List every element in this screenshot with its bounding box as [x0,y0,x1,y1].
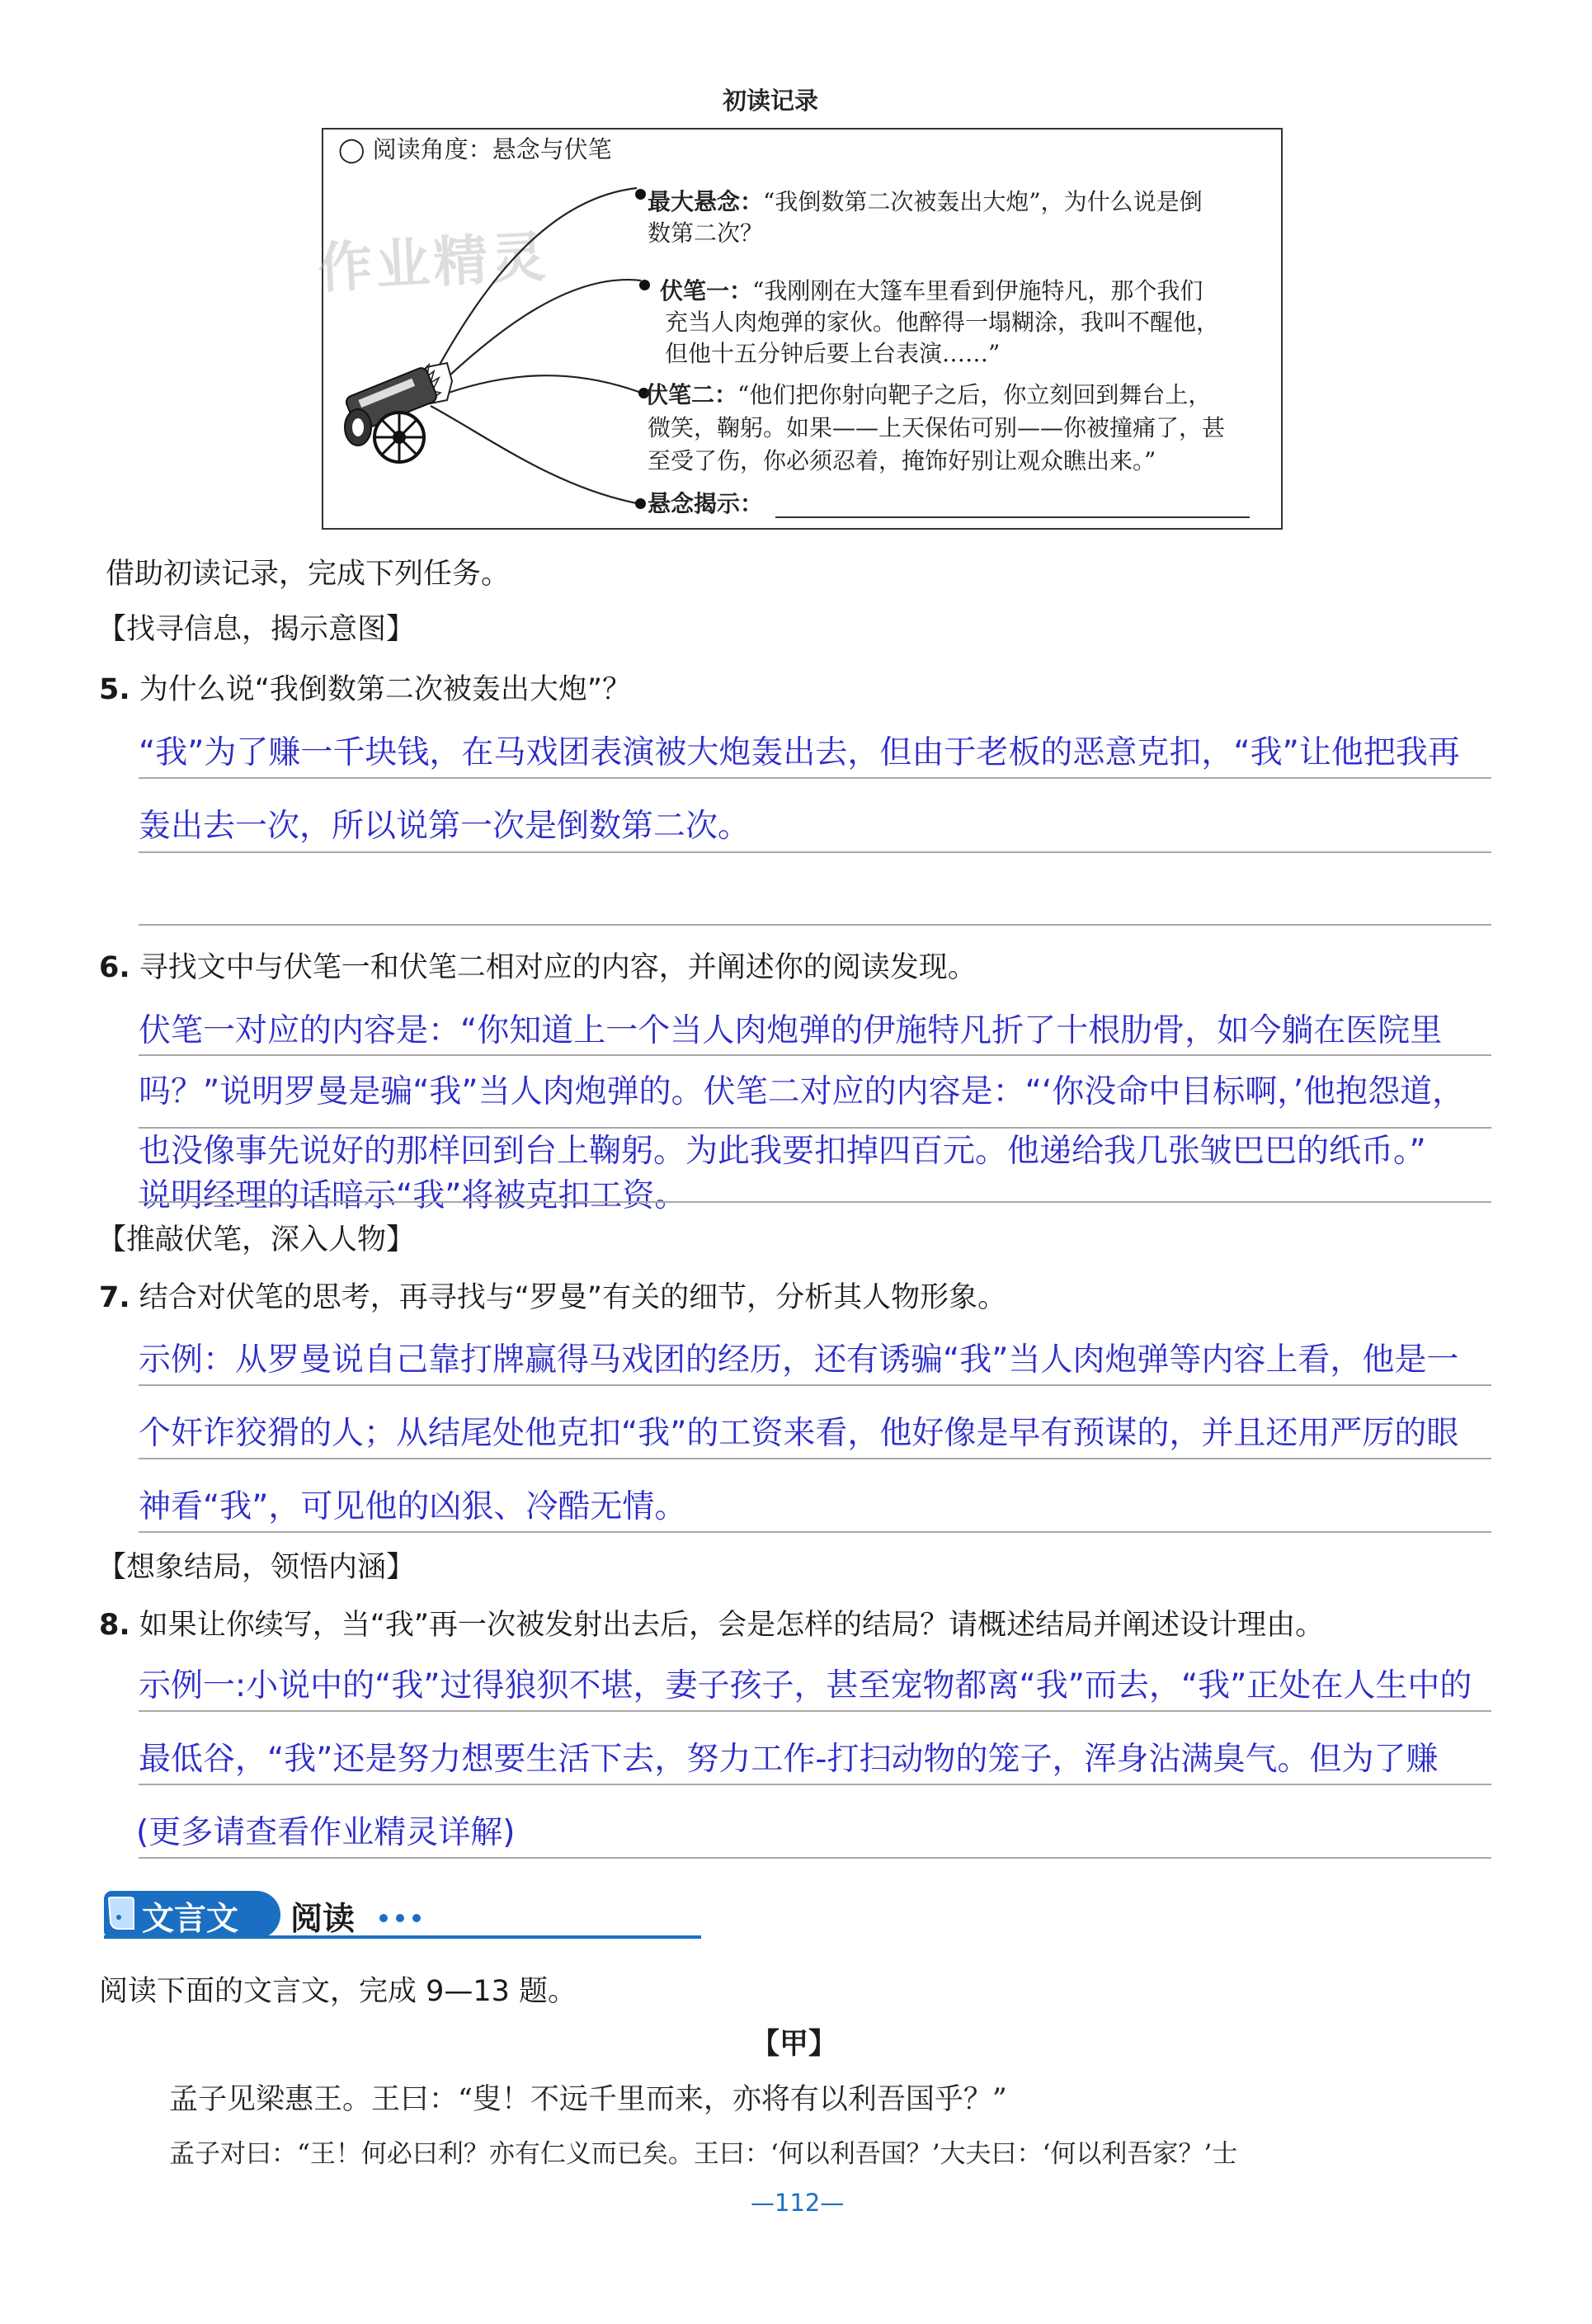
more-details-link[interactable]: (更多请查看作业精灵详解) [136,1814,516,1851]
question-8: 8. 如果让你续写，当“我”再一次被发射出去后，会是怎样的结局？请概述结局并阐述设计理由。 [99,1609,1325,1642]
answer-rule [139,1201,1491,1203]
arc-reveal [431,406,637,503]
answer-rule [139,1531,1491,1533]
answer-8-line-1: 示例一:小说中的“我”过得狼狈不堪，妻子孩子，甚至宠物都离“我”而去，“我”正处在人生中的 [139,1667,1472,1704]
answer-6-line-1: 伏笔一对应的内容是：“你知道上一个当人肉炮弹的伊施特凡折了十根肋骨，如今躺在医院里 [139,1012,1443,1049]
answer-rule [139,1384,1491,1386]
answer-5-line-2: 轰出去一次，所以说第一次是倒数第二次。 [139,808,751,845]
watermark: 作业精灵 [316,224,551,301]
reading-angle: ◯ 阅读角度：悬念与伏笔 [338,135,612,163]
bullet-dot [635,189,646,200]
corner-tab-icon [107,1896,135,1932]
answer-rule [139,1784,1491,1785]
arc-hint2 [435,375,641,398]
hint1-line-3: 但他十五分钟后要上台表演……” [665,340,1001,367]
answer-rule [139,1710,1491,1712]
text-jia-heading: 【甲】 [751,2028,838,2061]
classical-line-1: 孟子见梁惠王。王曰：“叟！不远千里而来，亦将有以利吾国乎？” [169,2083,1007,2116]
intro-text: 借助初读记录，完成下列任务。 [106,558,511,591]
question-6: 6. 寻找文中与伏笔一和伏笔二相对应的内容，并阐述你的阅读发现。 [99,951,977,984]
ellipsis-dots-icon [378,1912,424,1924]
question-5: 5. 为什么说“我倒数第二次被轰出大炮”？ [99,673,632,706]
answer-7-line-3: 神看“我”，可见他的凶狠、冷酷无情。 [139,1488,687,1525]
arc-hint1 [435,280,641,389]
hint2-label: 伏笔二： [645,381,738,408]
cannon-icon [345,363,452,462]
arc-suspense [431,188,637,381]
answer-rule [139,924,1491,926]
classical-title: 阅读 [290,1901,356,1938]
answer-rule [139,1458,1491,1459]
hint2-line-1: 伏笔二：“他们把你射向靶子之后，你立刻回到舞台上， [645,381,1212,408]
classical-instruction: 阅读下面的文言文，完成 9—13 题。 [99,1975,577,2008]
suspense-line-1: 最大悬念：“我倒数第二次被轰出大炮”，为什么说是倒 [648,188,1203,215]
answer-5-line-1: “我”为了赚一千块钱，在马戏团表演被大炮轰出去，但由于老板的恶意克扣，“我”让他把我再 [139,734,1460,771]
classical-line-2: 孟子对曰：“王！何必曰利？亦有仁义而已矣。王曰：‘何以利吾国？’大夫曰：‘何以利吾家？’士 [169,2139,1238,2169]
hint2-line-3: 至受了伤，你必须忍着，掩饰好别让观众瞧出来。” [648,447,1156,474]
answer-rule [139,1857,1491,1859]
bullet-dot [635,498,646,509]
section-find-info: 【找寻信息，揭示意图】 [97,613,416,646]
hint2-line-2: 微笑，鞠躬。如果——上天保佑可别——你被撞痛了，甚 [648,414,1226,441]
bullet-dot [639,280,650,290]
record-heading: 初读记录 [723,87,819,115]
answer-7-line-2: 个奸诈狡猾的人；从结尾处他克扣“我”的工资来看，他好像是早有预谋的，并且还用严厉的眼 [139,1415,1459,1452]
answer-rule [139,851,1491,853]
answer-6-line-3: 也没像事先说好的那样回到台上鞠躬。为此我要扣掉四百元。他递给我几张皱巴巴的纸币。” [139,1133,1426,1170]
section-imagine-ending: 【想象结局，领悟内涵】 [97,1551,416,1584]
suspense-line-2: 数第二次？ [648,219,764,247]
reveal-blank-line [775,516,1250,518]
answer-6-line-2: 吗？”说明罗曼是骗“我”当人肉炮弹的。伏笔二对应的内容是：“‘你没命中目标啊，’他抱怨道， [139,1073,1465,1110]
answer-rule [139,777,1491,779]
cannon-illustration [323,165,670,528]
answer-8-line-2: 最低谷，“我”还是努力想要生活下去，努力工作-打扫动物的笼子，浑身沾满臭气。但为了赚 [139,1741,1439,1778]
reveal-label: 悬念揭示： [648,490,764,517]
page-number: —112— [751,2189,845,2217]
hint1-label: 伏笔一： [660,277,753,304]
answer-6-line-4: 说明经理的话暗示“我”将被克扣工资。 [139,1177,687,1214]
answer-rule [139,1054,1491,1056]
question-7: 7. 结合对伏笔的思考，再寻找与“罗曼”有关的细节，分析其人物形象。 [99,1281,1007,1314]
section-analyze-hints: 【推敲伏笔，深入人物】 [97,1223,416,1256]
suspense-label: 最大悬念： [648,188,764,215]
hint1-line-1: 伏笔一：“我刚刚在大篷车里看到伊施特凡，那个我们 [660,277,1203,304]
answer-7-line-1: 示例：从罗曼说自己靠打牌赢得马戏团的经历，还有诱骗“我”当人肉炮弹等内容上看，他是一 [139,1341,1459,1379]
hint1-line-2: 充当人肉炮弹的家伙。他醉得一塌糊涂，我叫不醒他， [665,309,1220,336]
classical-badge-label: 文言文 [142,1901,239,1938]
